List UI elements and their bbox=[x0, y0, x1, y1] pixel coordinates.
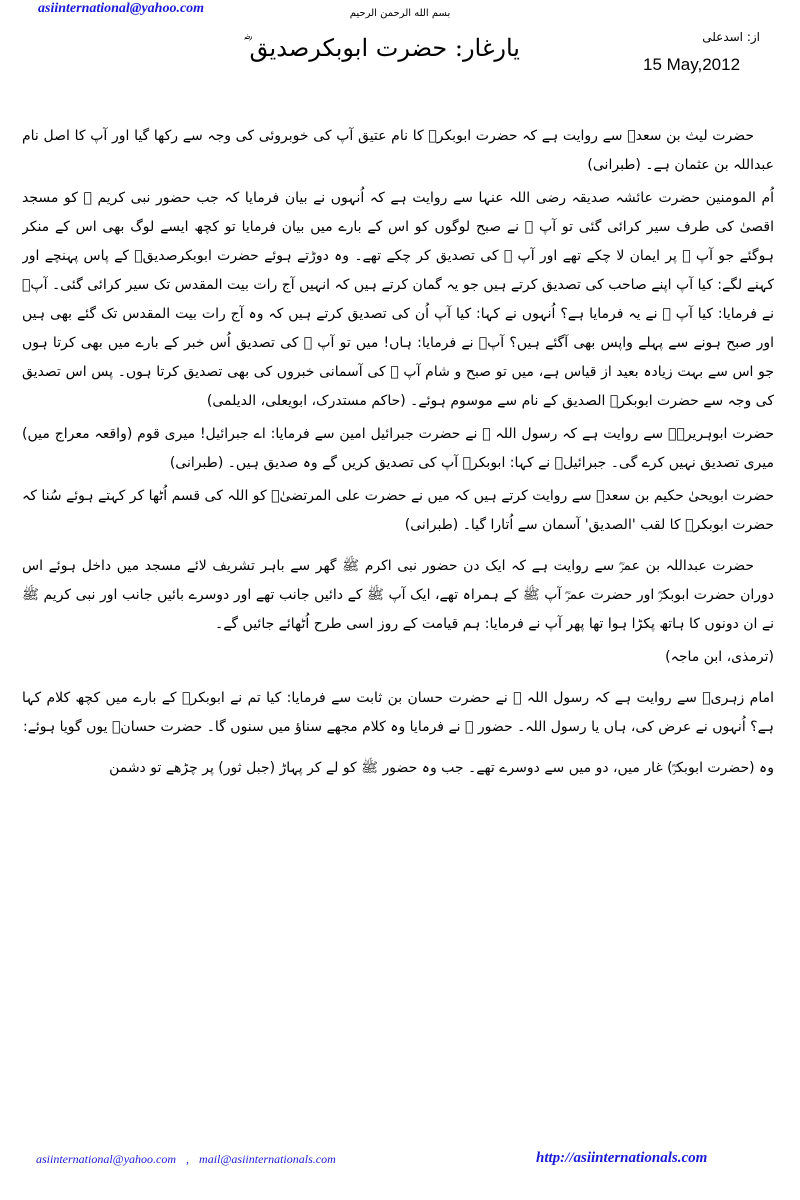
footer-website-link[interactable]: http://asiinternationals.com bbox=[536, 1150, 708, 1166]
paragraph-aisha: اُم المومنین حضرت عائشہ صدیقہ رضی اللہ عنہا سے روایت ہے کہ اُنہوں نے بیان فرمایا کہ جب حضور نبی کریم ﷺ کو مسجد اقصیٰ کی طرف سیر کرائی گئی تو آپ ﷺ نے صبح لوگوں کو اس کے بارے میں بیان فرمایا تو کچھ ایسے لوگ بھی اس کے منکر ہوگئے جو آپ ﷺ پر ایمان لا چکے تھے اور آپ ﷺ کی تصدیق کر چکے تھے۔ وہ دوڑتے ہوئے حضرت ابوبکرصدیقؓ کے پاس پہنچے اور کہنے لگے: کیا آپ اپنے صاحب کی تصدیق کرتے ہیں جو یہ گمان کرتے ہیں کہ انہیں آج رات بیت المقدس تک سیر کرائی گئی۔ آپؓ نے فرمایا: کیا آپ ﷺ نے یہ فرمایا ہے؟ اُنہوں نے کہا: کیا آپ اُن کی تصدیق کرتے ہیں کہ وہ آج رات بیت المقدس تک گئے بھی ہیں اور صبح ہونے سے پہلے واپس بھی آگئے ہیں؟ آپؓ نے فرمایا: ہاں! میں تو آپ ﷺ کی تصدیق اُس خبر کے بارے میں بھی کرتا ہوں جو اس سے بہت زیادہ بعید از قیاس ہے، میں تو صبح و شام آپ ﷺ کی آسمانی خبروں کی بھی تصدیق کرتا ہوں۔ پس اس تصدیق کی وجہ سے حضرت ابوبکرؓ الصدیق کے نام سے موسوم ہوئے۔ (حاکم مستدرک، ابویعلی، الدیلمی) bbox=[22, 190, 774, 409]
author-line: از: اسدعلی bbox=[702, 30, 760, 44]
page-footer bbox=[0, 1150, 800, 1180]
footer-email-yahoo[interactable]: asiinternational@yahoo.com bbox=[36, 1152, 177, 1166]
page-title: یارغار: حضرت ابوبکرصدیق ؓ bbox=[243, 34, 520, 62]
paragraph-zuhri: امام زہریؒ سے روایت ہے کہ رسول اللہ ﷺ نے حضرت حسان بن ثابت سے فرمایا: کیا تم نے ابوبکرؓ کے بارے میں کچھ کلام کہا ہے؟ اُنہوں نے عرض کی، ہاں یا رسول اللہ۔ حضور ﷺ نے فرمایا وہ کلام مجھے سناؤ میں سنوں گا۔ حضرت حسانؓ یوں گویا ہوئے: bbox=[22, 690, 774, 735]
paragraph-layth: حضرت لیث بن سعدؓ سے روایت ہے کہ حضرت ابوبکرؓ کا نام عتیق آپ کی خوبروئی کی وجہ سے رکھا گیا اور آپ کا اصل نام عبداللہ بن عثمان ہے۔ (طبرانی) bbox=[22, 128, 774, 173]
header-email-link[interactable]: asiinternational@yahoo.com bbox=[38, 1, 205, 16]
paragraph-ibn-umar: حضرت عبداللہ بن عمرؓ سے روایت ہے کہ ایک دن حضور نبی اکرم ﷺ گھر سے باہر تشریف لائے مسجد میں داخل ہوئے اس دوران حضرت ابوبکرؓ اور حضرت عمرؓ آپ ﷺ کے ہمراہ تھے، ایک آپ ﷺ کے دائیں جانب تھے اور دوسرے بائیں جانب اور نبی کریم ﷺ نے ان دونوں کا ہاتھ پکڑا ہوا تھا پھر آپ نے فرمایا: ہم قیامت کے روز اسی طرح اُٹھائے جائیں گے۔ bbox=[22, 558, 774, 632]
bismillah: بسم الله الرحمن الرحیم bbox=[349, 8, 451, 19]
footer-separator: , bbox=[186, 1152, 190, 1166]
article-body bbox=[22, 122, 774, 1132]
paragraph-abu-hurairah: حضرت ابوہریرہؓ سے روایت ہے کہ رسول اللہ ﷺ نے حضرت جبرائیل امین سے فرمایا: اے جبرائیل! میری قوم (واقعہ معراج میں) میری تصدیق نہیں کرے گی۔ جبرائیلؑ نے کہا: ابوبکرؓ آپ کی تصدیق کریں گے وہ صدیق ہیں۔ (طبرانی) bbox=[22, 426, 774, 471]
footer-email-mail[interactable]: mail@asiinternationals.com bbox=[199, 1152, 336, 1166]
citation-tirmidhi: (ترمذی، ابن ماجہ) bbox=[665, 649, 774, 665]
footer-emails bbox=[36, 1152, 336, 1167]
paragraph-poem: وہ (حضرت ابوبکرؓ) غار میں، دو میں سے دوسرے تھے۔ جب وہ حضور ﷺ کو لے کر پہاڑ (جبل ثور) پر چڑھے تو دشمن bbox=[109, 760, 774, 776]
publish-date: 15 May,2012 bbox=[643, 55, 741, 74]
paragraph-abu-yahya: حضرت ابویحیٰ حکیم بن سعدؓ سے روایت کرتے ہیں کہ میں نے حضرت علی المرتضیٰؓ کو اللہ کی قسم اُٹھا کر کہتے ہوئے سُنا کہ حضرت ابوبکرؓ کا لقب 'الصدیق' آسمان سے اُتارا گیا۔ (طبرانی) bbox=[22, 488, 774, 533]
